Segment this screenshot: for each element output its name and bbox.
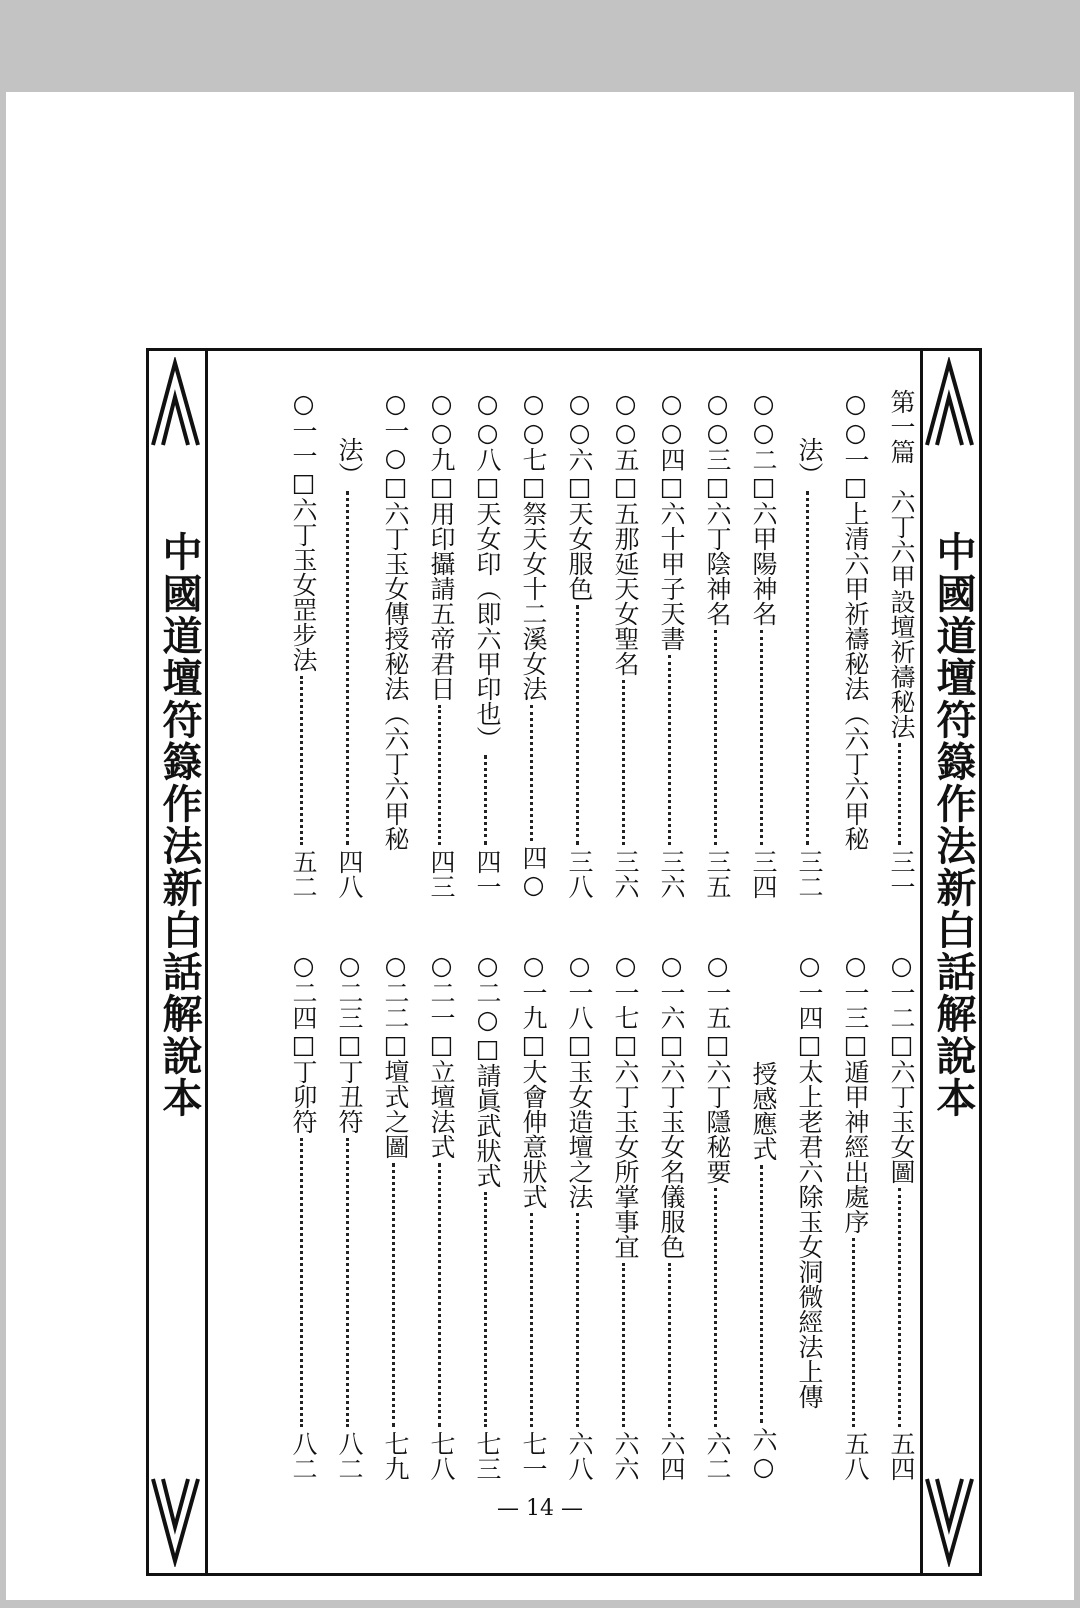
toc-entry-page: 六○ xyxy=(749,1427,778,1481)
toc-entry xyxy=(321,389,367,899)
toc-dot-leader xyxy=(643,1263,671,1427)
toc-entry-label: ○一六□六丁玉女名儀服色 xyxy=(657,951,686,1259)
toc-entry-label: 第一篇 六丁六甲設壇祈禱秘法 xyxy=(887,389,916,739)
toc-dot-leader xyxy=(689,630,717,845)
toc-entry-label: ○二○□請眞武狀式 xyxy=(473,951,502,1188)
toc-entry-page: 四三 xyxy=(427,849,456,899)
toc-entry xyxy=(781,951,827,1481)
toc-dot-leader xyxy=(597,680,625,845)
toc-entry xyxy=(735,389,781,899)
toc-entry xyxy=(597,389,643,899)
toc-entry xyxy=(321,951,367,1481)
toc-entry xyxy=(413,389,459,899)
toc-entry-label: ○二二□壇式之圖 xyxy=(381,951,410,1159)
toc-entry-page: 四○ xyxy=(519,845,548,899)
toc-dot-leader xyxy=(275,676,303,845)
page-number: — 14 — xyxy=(497,1496,583,1521)
toc-entry-page: 三六 xyxy=(657,849,686,899)
toc-entry-page: 五二 xyxy=(289,849,318,899)
toc-entry xyxy=(689,951,735,1481)
toc-dot-leader xyxy=(597,1263,625,1427)
toc-entry-label: ○○四□六十甲子天書 xyxy=(657,389,686,651)
toc-dot-leader xyxy=(689,1188,717,1427)
toc-entry xyxy=(459,951,505,1481)
toc-entry-label: ○一○□六丁玉女傳授秘法（六丁六甲秘 xyxy=(381,389,410,851)
toc-entry-page: 六六 xyxy=(611,1431,640,1481)
toc-entry-label: ○一四□太上老君六除玉女洞微經法上傳 xyxy=(795,951,824,1409)
toc-dot-leader xyxy=(275,1138,303,1427)
toc-entry-label: ○二四□丁卯符 xyxy=(289,951,318,1134)
toc-entry-label: ○一二□六丁玉女圖 xyxy=(887,951,916,1184)
toc-dot-leader xyxy=(873,743,901,845)
toc-entry-label: ○○二□六甲陽神名 xyxy=(749,389,778,626)
toc-entry xyxy=(689,389,735,899)
toc-entry xyxy=(735,951,781,1481)
toc-dot-leader xyxy=(551,605,579,845)
right-title-bar xyxy=(920,351,979,1573)
toc-dot-leader xyxy=(321,491,349,845)
toc-entry-label: ○○六□天女服色 xyxy=(565,389,594,601)
chevron-ornament-icon xyxy=(923,1477,976,1567)
toc-entry-page: 三二 xyxy=(795,849,824,899)
toc-entry xyxy=(873,389,919,899)
book-title-right: 中國道壇符籙作法新白話解說本 xyxy=(930,531,976,1119)
toc-dot-leader xyxy=(735,1165,763,1423)
toc-entry xyxy=(551,389,597,899)
toc-entry xyxy=(643,389,689,899)
toc-entry xyxy=(413,951,459,1481)
chevron-ornament-icon xyxy=(923,357,976,447)
toc-entry xyxy=(505,951,551,1481)
toc-entry-page: 八二 xyxy=(335,1431,364,1481)
toc-entry-label: 法） xyxy=(795,437,824,487)
toc-entry-page: 六八 xyxy=(565,1431,594,1481)
toc-entry-page: 三四 xyxy=(749,849,778,899)
toc-entry xyxy=(781,389,827,899)
toc-dot-leader xyxy=(873,1188,901,1427)
toc-entry-label: ○○九□用印攝請五帝君日 xyxy=(427,389,456,701)
toc-entry-label: ○○一□上清六甲祈禱秘法（六丁六甲秘 xyxy=(841,389,870,851)
toc-entry xyxy=(275,389,321,899)
toc-dot-leader xyxy=(551,1213,579,1427)
toc-entry-page: 七一 xyxy=(519,1431,548,1481)
toc-entry xyxy=(505,389,551,899)
toc-entry-page: 四一 xyxy=(473,849,502,899)
toc-entry-page: 六四 xyxy=(657,1431,686,1481)
toc-entry xyxy=(367,389,413,899)
toc-entry-label: ○一五□六丁隱秘要 xyxy=(703,951,732,1184)
toc-lower-block xyxy=(209,951,919,1481)
toc-entry-page: 四八 xyxy=(335,849,364,899)
toc-dot-leader xyxy=(413,1163,441,1427)
toc-entry-label: ○一九□大會伸意狀式 xyxy=(519,951,548,1209)
toc-dot-leader xyxy=(459,755,487,845)
toc-entry-label: ○○三□六丁陰神名 xyxy=(703,389,732,626)
toc-dot-leader xyxy=(827,1238,855,1427)
toc-dot-leader xyxy=(505,1213,533,1427)
chevron-ornament-icon xyxy=(149,357,202,447)
toc-entry-label: ○一七□六丁玉女所掌事宜 xyxy=(611,951,640,1259)
toc-entry-page: 六二 xyxy=(703,1431,732,1481)
toc-upper-block xyxy=(209,389,919,899)
toc-entry xyxy=(827,951,873,1481)
toc-entry-page: 三八 xyxy=(565,849,594,899)
toc-entry xyxy=(275,951,321,1481)
toc-dot-leader xyxy=(735,630,763,845)
toc-entry xyxy=(597,951,643,1481)
toc-entry-label: 法） xyxy=(335,437,364,487)
toc-entry-label: ○一一□六丁玉女罡步法 xyxy=(289,389,318,672)
toc-entry-page: 三五 xyxy=(703,849,732,899)
toc-entry-label: ○一三□遁甲神經出處序 xyxy=(841,951,870,1234)
toc-dot-leader xyxy=(781,491,809,845)
toc-entry xyxy=(551,951,597,1481)
toc-dot-leader xyxy=(643,655,671,845)
book-title-left: 中國道壇符籙作法新白話解說本 xyxy=(156,531,202,1119)
page-paper xyxy=(6,92,1074,1600)
toc-entry xyxy=(367,951,413,1481)
toc-entry xyxy=(827,389,873,899)
toc-entry xyxy=(873,951,919,1481)
toc-entry-label: 授感應式 xyxy=(749,1061,778,1161)
toc-entry-page: 七八 xyxy=(427,1431,456,1481)
toc-entry-page: 七九 xyxy=(381,1431,410,1481)
toc-entry-label: ○一八□玉女造壇之法 xyxy=(565,951,594,1209)
toc-dot-leader xyxy=(367,1163,395,1427)
toc-dot-leader xyxy=(321,1138,349,1427)
toc-entry-label: ○○八□天女印（即六甲印也） xyxy=(473,389,502,751)
toc-entry-label: ○二三□丁丑符 xyxy=(335,951,364,1134)
toc-entry xyxy=(643,951,689,1481)
toc-dot-leader xyxy=(459,1192,487,1427)
toc-entry-label: ○○七□祭天女十二溪女法 xyxy=(519,389,548,701)
toc-entry-page: 八二 xyxy=(289,1431,318,1481)
toc-entry-page: 五四 xyxy=(887,1431,916,1481)
toc-entry-page: 三六 xyxy=(611,849,640,899)
left-title-bar xyxy=(149,351,208,1573)
toc-entry-page: 七三 xyxy=(473,1431,502,1481)
chevron-ornament-icon xyxy=(149,1477,202,1567)
toc-dot-leader xyxy=(505,705,533,841)
toc-entry-label: ○二一□立壇法式 xyxy=(427,951,456,1159)
toc-dot-leader xyxy=(413,705,441,845)
toc-entry-page: 三一 xyxy=(887,849,916,899)
toc-frame xyxy=(146,348,982,1576)
toc-entry-label: ○○五□五那延天女聖名 xyxy=(611,389,640,676)
toc-entry xyxy=(459,389,505,899)
toc-entry-page: 五八 xyxy=(841,1431,870,1481)
